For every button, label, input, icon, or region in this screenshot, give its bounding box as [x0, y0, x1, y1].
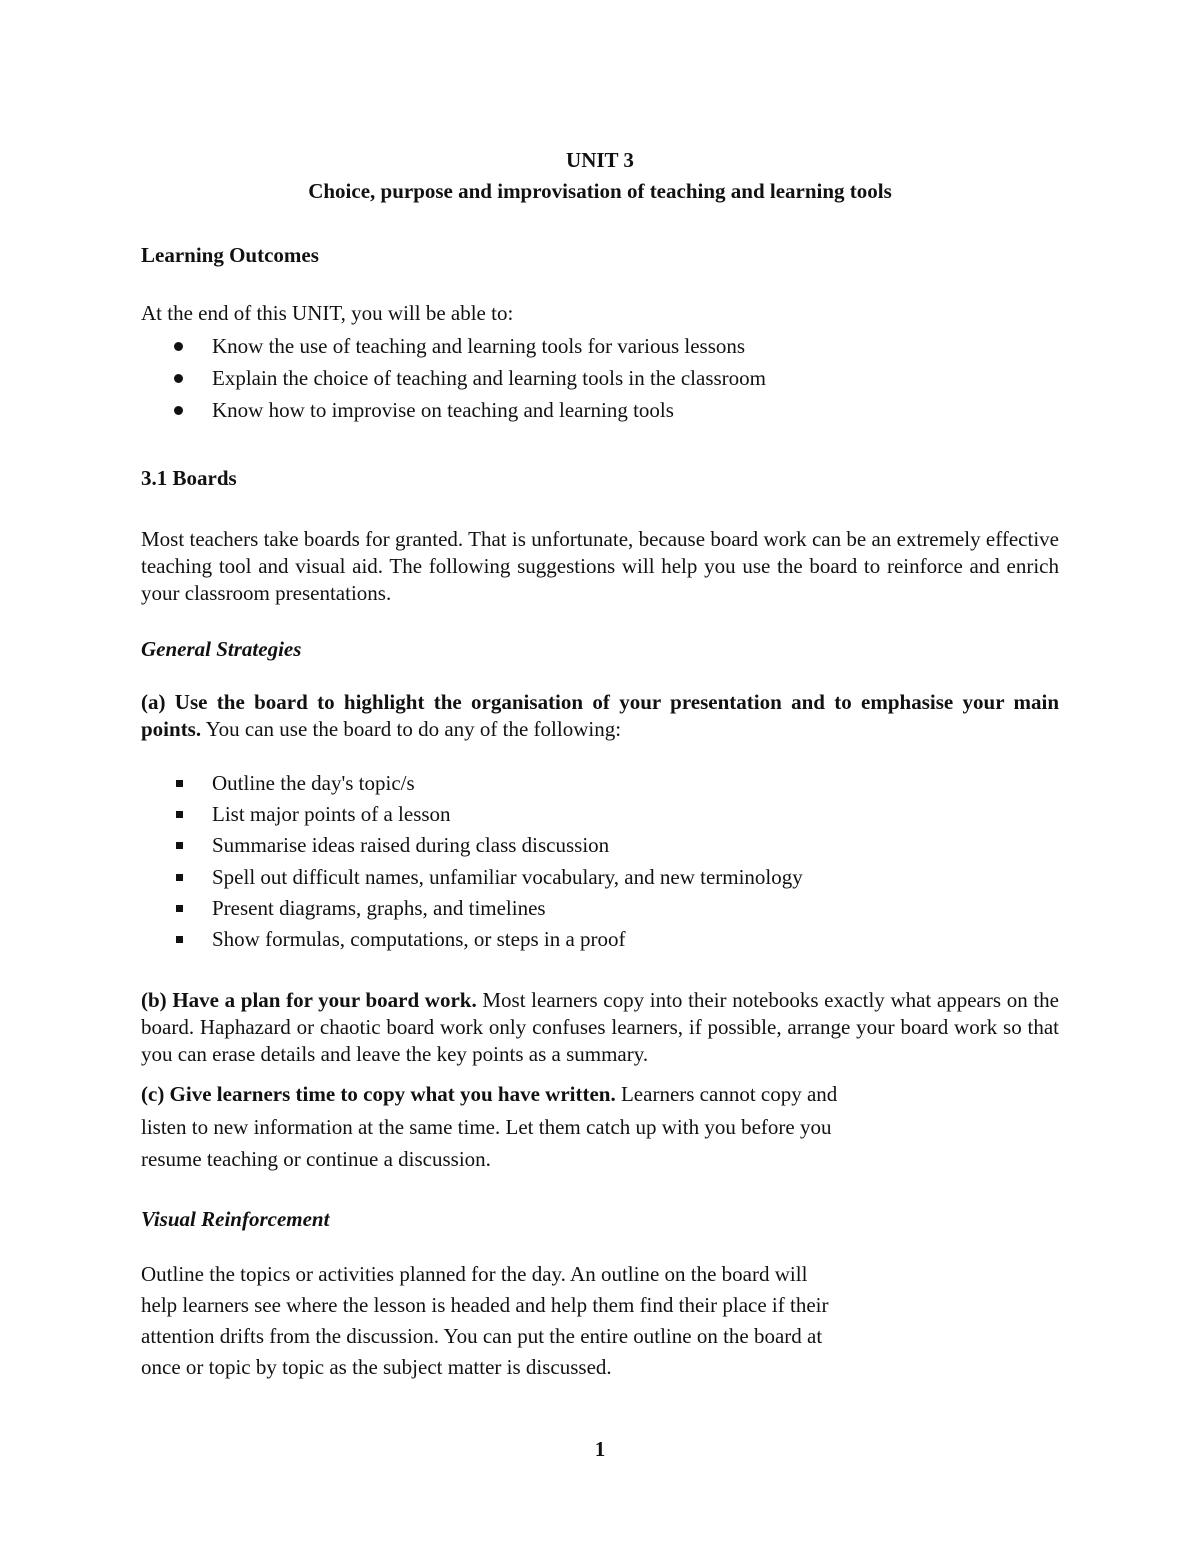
strategy-c-line-3: resume teaching or continue a discussion.: [141, 1147, 491, 1171]
visual-reinforcement-heading: Visual Reinforcement: [141, 1207, 330, 1231]
page-number: 1: [594, 1437, 606, 1461]
strategy-c-lead: (c) Give learners time to copy what you have written.: [141, 1082, 616, 1106]
list-item-text: Spell out difficult names, unfamiliar vocabulary, and new terminology: [212, 865, 803, 889]
strategy-c-line-1: [141, 1081, 837, 1107]
list-item-text: Know the use of teaching and learning tools for various lessons: [212, 334, 746, 358]
learning-outcomes-heading: Learning Outcomes: [141, 243, 319, 267]
unit-label: UNIT 3: [566, 148, 634, 172]
strategy-b-lead: (b) Have a plan for your board work.: [141, 988, 477, 1012]
list-item-text: Know how to improvise on teaching and learning tools: [212, 398, 674, 422]
visual-reinforcement-line-4: once or topic by topic as the subject matter is discussed.: [141, 1355, 612, 1379]
bullet-icon: [176, 842, 183, 849]
bullet-icon: [176, 936, 183, 943]
list-item-text: Explain the choice of teaching and learning tools in the classroom: [212, 366, 766, 390]
list-item-text: Present diagrams, graphs, and timelines: [212, 896, 546, 920]
bullet-icon: [174, 406, 183, 415]
page-title: Choice, purpose and improvisation of teaching and learning tools: [308, 179, 892, 203]
boards-paragraph: Most teachers take boards for granted. That is unfortunate, because board work can be an extremely effective teaching tool and visual aid. The following suggestions will help you use the board to reinforce and enrich your classroom presentations.: [141, 527, 1059, 605]
learning-outcomes-intro: At the end of this UNIT, you will be able to:: [141, 301, 514, 325]
strategy-a-lead: (a) Use the board to highlight the organisation of your presentation and to emphasise your main points.: [141, 690, 1059, 741]
bullet-icon: [176, 780, 183, 787]
strategy-c-text: Learners cannot copy and: [615, 1082, 838, 1106]
bullet-icon: [176, 905, 183, 912]
bullet-icon: [176, 811, 183, 818]
strategy-a-text: You can use the board to do any of the following:: [201, 717, 622, 741]
visual-reinforcement-line-2: help learners see where the lesson is headed and help them find their place if their: [141, 1293, 829, 1317]
list-item-text: Summarise ideas raised during class discussion: [212, 833, 610, 857]
general-strategies-heading: General Strategies: [141, 637, 302, 661]
visual-reinforcement-line-3: attention drifts from the discussion. You can put the entire outline on the board at: [141, 1324, 823, 1348]
list-item-text: List major points of a lesson: [212, 802, 451, 826]
bullet-icon: [174, 374, 183, 383]
strategy-b-paragraph: [141, 987, 1059, 1068]
list-item-text: Show formulas, computations, or steps in a proof: [212, 927, 626, 951]
bullet-icon: [174, 342, 183, 351]
list-item-text: Outline the day's topic/s: [212, 771, 415, 795]
strategy-a-paragraph: [141, 689, 1059, 743]
visual-reinforcement-line-1: Outline the topics or activities planned for the day. An outline on the board will: [141, 1262, 808, 1286]
strategy-b-text: Most learners copy into their notebooks exactly what appears on the board. Haphazard or chaotic board work only confuses learners, if possible, arrange your board work so that you can erase details and leave the key points as a summary.: [141, 988, 1059, 1066]
section-heading-boards: 3.1 Boards: [141, 466, 237, 490]
bullet-icon: [176, 874, 183, 881]
strategy-c-line-2: listen to new information at the same time. Let them catch up with you before you: [141, 1115, 832, 1139]
